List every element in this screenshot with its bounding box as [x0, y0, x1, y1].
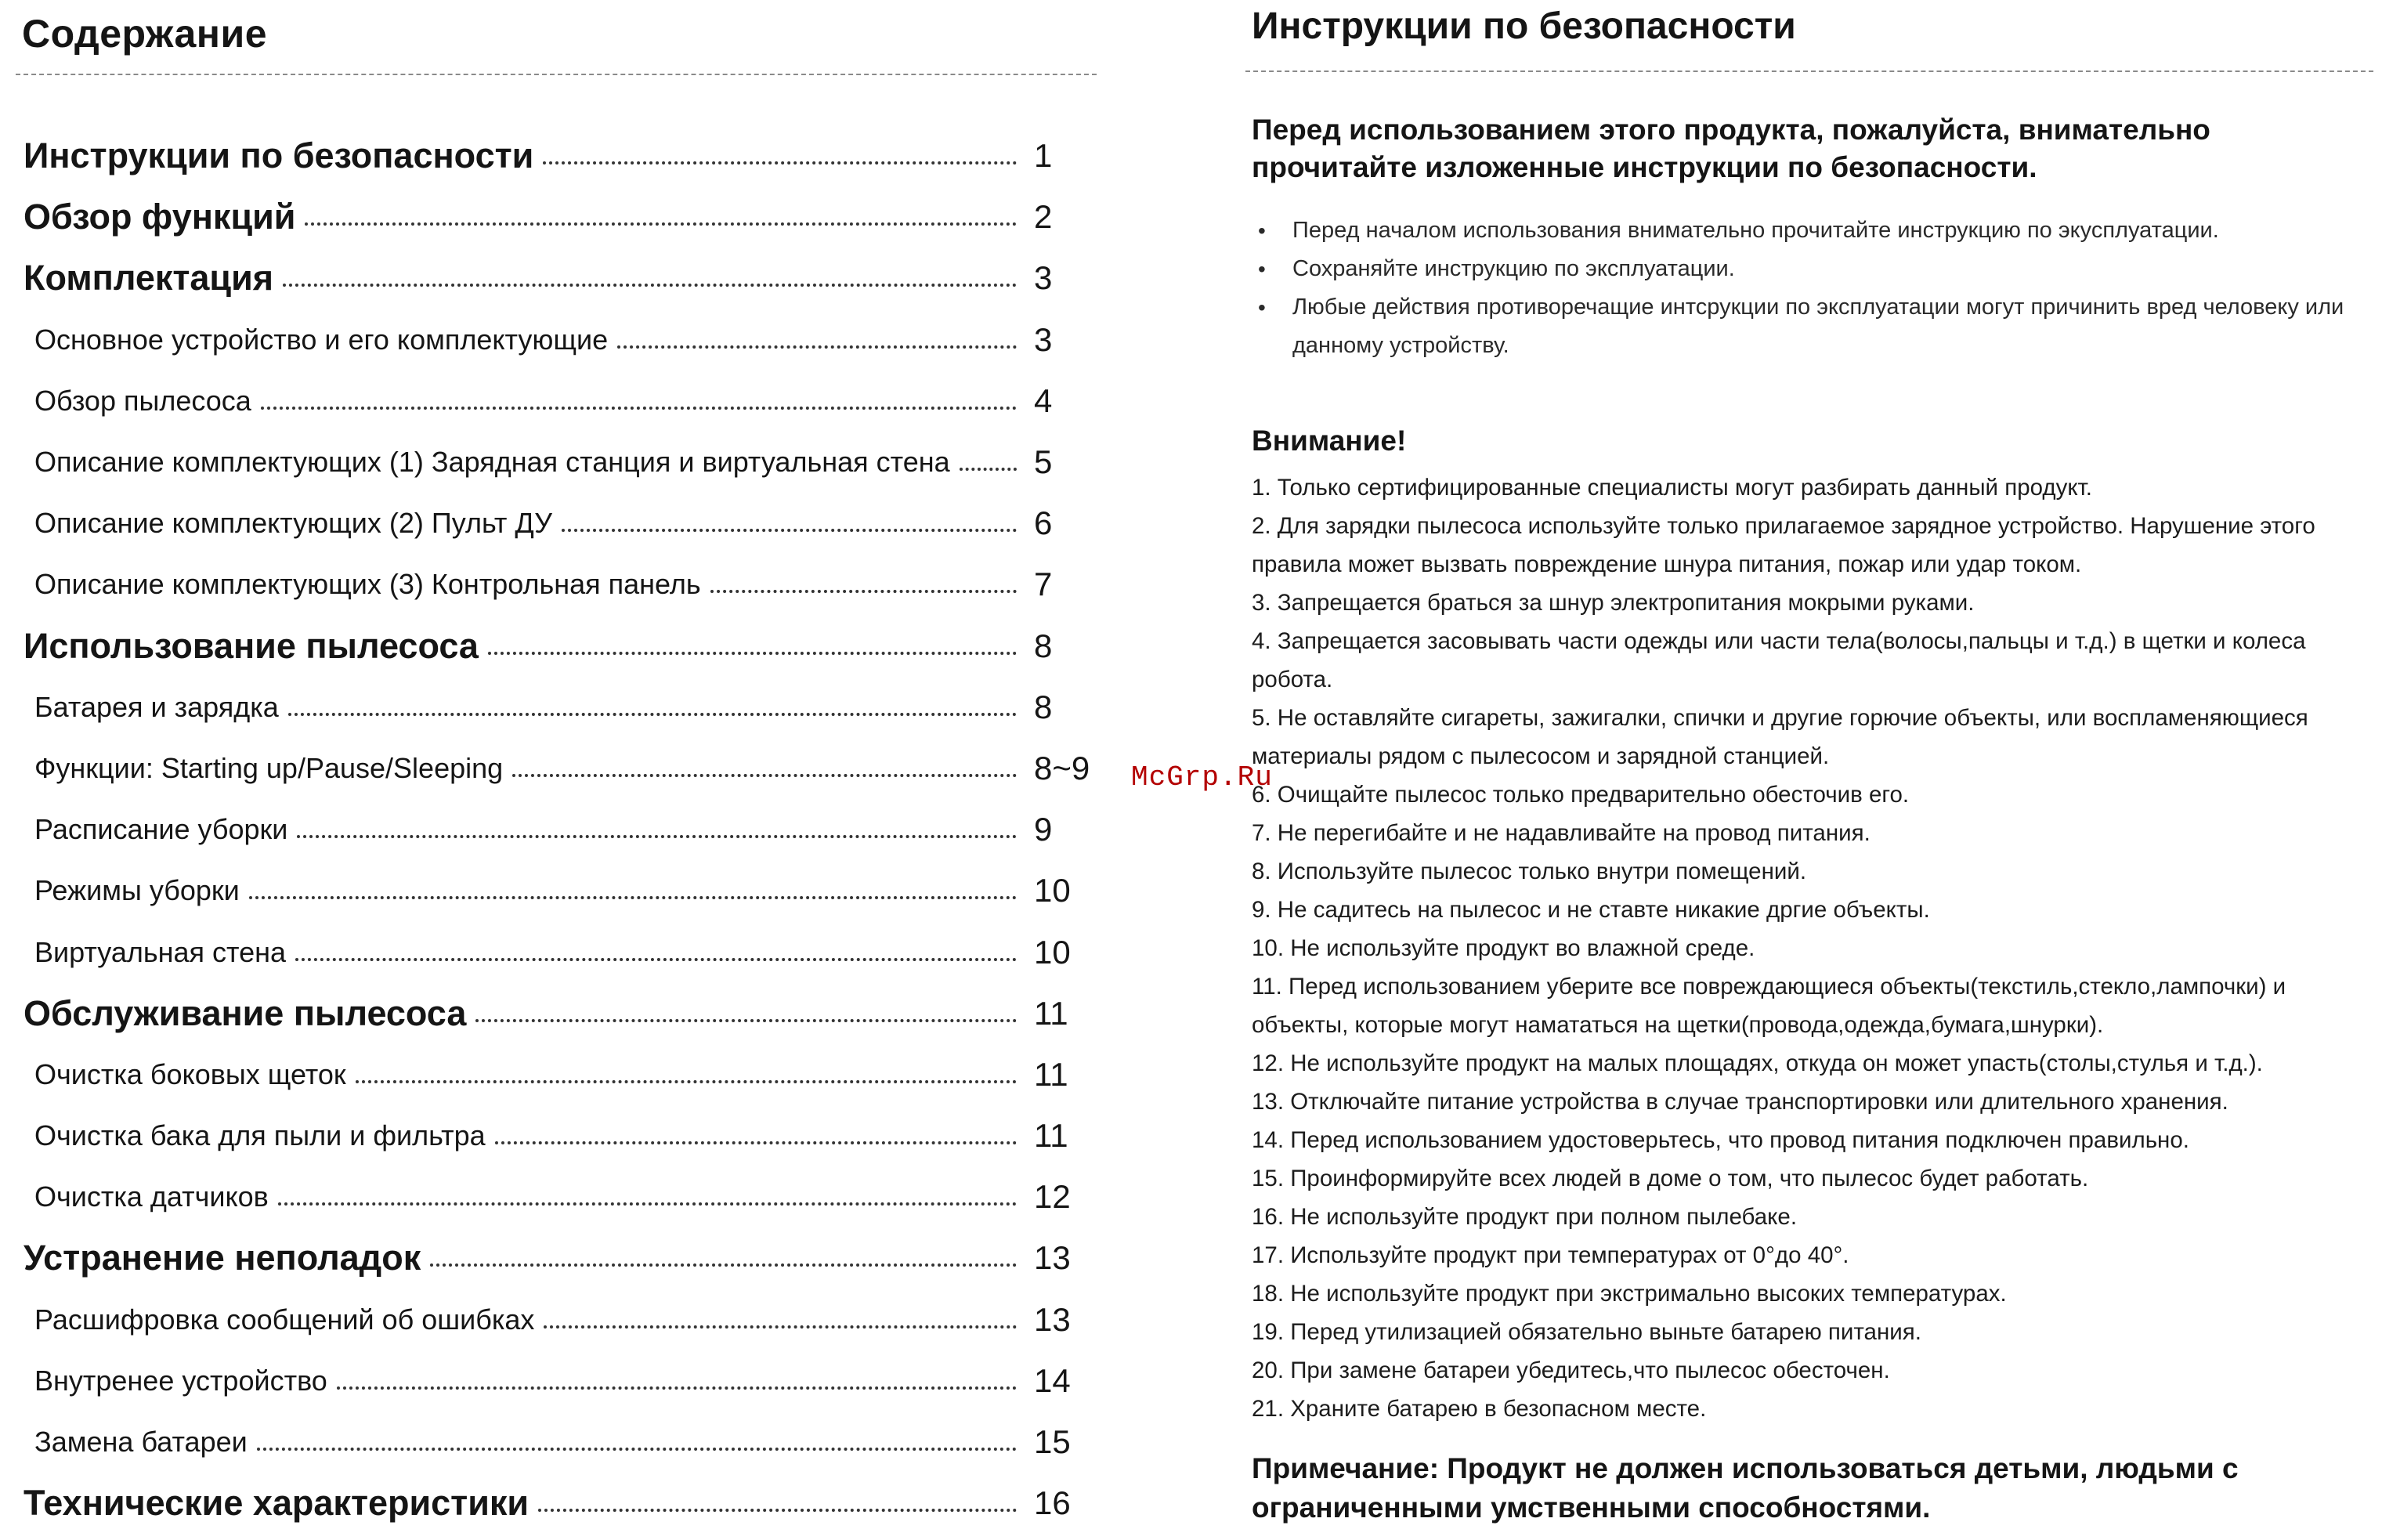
- toc-list: [0, 125, 1136, 1534]
- toc-entry-page: 8~9: [1034, 749, 1090, 786]
- warning-item: 14. Перед использованием удостоверьтесь, что провод питания подключен правильно.: [1252, 1127, 2189, 1153]
- toc-entry-page: 1: [1034, 137, 1053, 175]
- toc-leader: [305, 222, 1017, 226]
- toc-leader: [297, 835, 1017, 838]
- bullet-text: Любые действия противоречащие интсрукции по эксплуатации могут причинить вред человеку или данному устройству.: [1292, 295, 2344, 358]
- toc-entry-label: Устранение неполадок: [23, 1238, 421, 1278]
- toc-leader: [543, 161, 1017, 164]
- toc-entry-label: Использование пылесоса: [23, 625, 479, 666]
- toc-leader: [495, 1141, 1017, 1144]
- safety-page: [1238, 0, 2382, 1540]
- toc-entry-label: Внутренее устройство: [34, 1364, 327, 1397]
- toc-entry-label: Расписание уборки: [34, 813, 288, 846]
- toc-subentry[interactable]: [0, 1289, 1136, 1350]
- toc-entry-page: 11: [1034, 1055, 1068, 1093]
- toc-entry-page: 5: [1034, 443, 1053, 481]
- toc-leader: [710, 590, 1017, 593]
- toc-subentry[interactable]: [0, 1166, 1136, 1227]
- toc-leader: [278, 1202, 1017, 1206]
- warning-item: 13. Отключайте питание устройства в случае транспортировки или длительного хранения.: [1252, 1089, 2228, 1115]
- safety-note: Примечание: Продукт не должен использоваться детьми, людьми с ограниченными умственными способностями.: [1252, 1452, 2239, 1524]
- warning-item: 15. Проинформируйте всех людей в доме о том, что пылесос будет работать.: [1252, 1166, 2089, 1191]
- toc-entry-label: Обзор функций: [23, 197, 296, 237]
- toc-entry[interactable]: [0, 1227, 1136, 1289]
- toc-entry-label: Очистка датчиков: [34, 1180, 269, 1213]
- toc-entry-label: Описание комплектующих (1) Зарядная станция и виртуальная стена: [34, 446, 950, 479]
- safety-divider: [1245, 70, 2373, 72]
- toc-leader: [512, 774, 1017, 777]
- warning-item: 2. Для зарядки пылесоса используйте только прилагаемое зарядное устройство. Нарушение этого правила может вызвать повреждение шнура питания, пожар или удар током.: [1252, 513, 2315, 577]
- toc-title: Содержание: [22, 12, 268, 56]
- warning-item: 1. Только сертифицированные специалисты могут разбирать данный продукт.: [1252, 475, 2092, 501]
- warning-item: 8. Используйте пылесос только внутри помещений.: [1252, 859, 1807, 884]
- toc-subentry[interactable]: [0, 921, 1136, 982]
- toc-entry-label: Обслуживание пылесоса: [23, 992, 467, 1033]
- toc-entry-label: Описание комплектующих (2) Пульт ДУ: [34, 507, 553, 540]
- toc-entry-label: Замена батареи: [34, 1426, 248, 1459]
- toc-entry[interactable]: [0, 125, 1136, 186]
- toc-entry[interactable]: [0, 248, 1136, 309]
- toc-entry-page: 12: [1034, 1178, 1071, 1216]
- toc-subentry[interactable]: [0, 1044, 1136, 1105]
- toc-entry-page: 13: [1034, 1239, 1071, 1277]
- toc-entry-page: 2: [1034, 198, 1053, 236]
- toc-entry-page: 7: [1034, 566, 1053, 603]
- toc-leader: [356, 1080, 1017, 1083]
- toc-leader: [960, 468, 1017, 471]
- toc-leader: [295, 958, 1017, 961]
- toc-entry-page: 9: [1034, 811, 1053, 848]
- warning-item: 20. При замене батареи убедитесь,что пылесос обесточен.: [1252, 1357, 1890, 1383]
- toc-entry-page: 10: [1034, 872, 1071, 909]
- warning-item: 5. Не оставляйте сигареты, зажигалки, спички и другие горючие объекты, или воспламеняющиеся материалы рядом с пылесосом и зарядной станцией.: [1252, 705, 2308, 769]
- toc-leader: [261, 407, 1017, 410]
- toc-entry[interactable]: [0, 186, 1136, 248]
- toc-entry-page: 11: [1034, 1117, 1068, 1155]
- toc-entry-page: 4: [1034, 381, 1053, 419]
- warning-item: 16. Не используйте продукт при полном пылебаке.: [1252, 1204, 1798, 1230]
- toc-subentry[interactable]: [0, 493, 1136, 554]
- toc-entry-page: 13: [1034, 1300, 1071, 1338]
- toc-entry-label: Технические характеристики: [23, 1483, 530, 1524]
- toc-leader: [257, 1448, 1017, 1451]
- safety-title: Инструкции по безопасности: [1252, 5, 1796, 47]
- toc-leader: [475, 1019, 1017, 1022]
- toc-subentry[interactable]: [0, 738, 1136, 799]
- toc-entry-label: Описание комплектующих (3) Контрольная панель: [34, 568, 701, 601]
- toc-leader: [430, 1263, 1017, 1267]
- bullet-item: [1252, 211, 2372, 250]
- warning-item: 17. Используйте продукт при температурах от 0°до 40°.: [1252, 1242, 1849, 1268]
- toc-subentry[interactable]: [0, 1412, 1136, 1473]
- toc-entry-page: 6: [1034, 504, 1053, 542]
- bullet-dot-icon: •: [1258, 295, 1266, 320]
- warning-item: 9. Не садитесь на пылесос и не ставте никакие дргие объекты.: [1252, 897, 1930, 923]
- toc-entry-label: Очистка бака для пыли и фильтра: [34, 1119, 486, 1152]
- safety-intro: Перед использованием этого продукта, пожалуйста, внимательно прочитайте изложенные инструкции по безопасности.: [1252, 114, 2210, 183]
- toc-entry-label: Расшифровка сообщений об ошибках: [34, 1303, 535, 1336]
- bullet-dot-icon: •: [1258, 219, 1266, 243]
- toc-entry-label: Очистка боковых щеток: [34, 1057, 346, 1090]
- toc-leader: [288, 713, 1017, 716]
- toc-entry-page: 8: [1034, 627, 1053, 664]
- warning-item: 10. Не используйте продукт во влажной среде.: [1252, 935, 1755, 961]
- toc-entry[interactable]: [0, 983, 1136, 1044]
- toc-entry-page: 14: [1034, 1361, 1071, 1399]
- toc-entry-label: Режимы уборки: [34, 874, 240, 907]
- toc-subentry[interactable]: [0, 554, 1136, 615]
- toc-entry-page: 3: [1034, 259, 1053, 297]
- toc-page: [0, 0, 1136, 1540]
- attention-heading: Внимание!: [1252, 425, 1407, 457]
- toc-entry-label: Инструкции по безопасности: [23, 136, 534, 176]
- warning-item: 4. Запрещается засовывать части одежды или части тела(волосы,пальцы и т.д.) в щетки и колеса робота.: [1252, 628, 2306, 692]
- toc-subentry[interactable]: [0, 677, 1136, 738]
- warning-item: 18. Не используйте продукт при экстримально высоких температурах.: [1252, 1281, 2007, 1307]
- toc-entry-label: Батарея и зарядка: [34, 690, 279, 723]
- toc-leader: [544, 1325, 1017, 1329]
- bullet-item: [1252, 288, 2372, 365]
- warning-item: 7. Не перегибайте и не надавливайте на провод питания.: [1252, 820, 1871, 846]
- toc-entry-page: 15: [1034, 1423, 1071, 1461]
- warning-item: 11. Перед использованием уберите все повреждающиеся объекты(текстиль,стекло,лампочки) и объекты, которые могут намататься на щетки(провода,одежда,бумага,шнурки).: [1252, 974, 2286, 1038]
- toc-subentry[interactable]: [0, 432, 1136, 493]
- toc-leader: [337, 1386, 1017, 1390]
- toc-entry-page: 8: [1034, 688, 1053, 725]
- toc-entry-page: 11: [1034, 994, 1068, 1032]
- toc-entry-label: Обзор пылесоса: [34, 384, 251, 417]
- bullet-text: Сохраняйте инструкцию по эксплуатации.: [1292, 256, 1735, 281]
- toc-subentry[interactable]: [0, 371, 1136, 432]
- toc-entry-page: 10: [1034, 933, 1071, 971]
- warnings-list: [1252, 468, 2380, 1428]
- toc-entry[interactable]: [0, 1473, 1136, 1534]
- toc-leader: [562, 529, 1017, 532]
- toc-leader: [538, 1509, 1017, 1512]
- warning-item: 6. Очищайте пылесос только предварительно обесточив его.: [1252, 782, 1910, 808]
- toc-entry-page: 3: [1034, 320, 1053, 358]
- toc-subentry[interactable]: [0, 1105, 1136, 1166]
- toc-entry-label: Виртуальная стена: [34, 935, 287, 968]
- bullet-dot-icon: •: [1258, 257, 1266, 281]
- toc-subentry[interactable]: [0, 309, 1136, 371]
- toc-entry-page: 16: [1034, 1484, 1071, 1522]
- bullet-item: [1252, 250, 2372, 288]
- toc-entry-label: Основное устройство и его комплектующие: [34, 323, 609, 356]
- toc-entry[interactable]: [0, 616, 1136, 677]
- watermark: McGrp.Ru: [1131, 761, 1273, 793]
- toc-leader: [488, 652, 1017, 655]
- warning-item: 3. Запрещается браться за шнур электропитания мокрыми руками.: [1252, 590, 1975, 616]
- toc-subentry[interactable]: [0, 799, 1136, 860]
- toc-divider: [16, 74, 1097, 75]
- warning-item: 19. Перед утилизацией обязательно выньте батарею питания.: [1252, 1319, 1921, 1345]
- safety-bullets: [1252, 211, 2372, 365]
- toc-subentry[interactable]: [0, 860, 1136, 921]
- toc-leader: [249, 896, 1017, 899]
- toc-leader: [283, 284, 1017, 287]
- toc-leader: [617, 345, 1017, 349]
- toc-subentry[interactable]: [0, 1350, 1136, 1412]
- bullet-text: Перед началом использования внимательно прочитайте инструкцию по экусплуатации.: [1292, 218, 2219, 243]
- warning-item: 21. Храните батарею в безопасном месте.: [1252, 1396, 1707, 1422]
- warning-item: 12. Не используйте продукт на малых площадях, откуда он может упасть(столы,стулья и т.д.).: [1252, 1050, 2263, 1076]
- toc-entry-label: Функции: Starting up/Pause/Sleeping: [34, 751, 504, 784]
- toc-entry-label: Комплектация: [23, 258, 274, 298]
